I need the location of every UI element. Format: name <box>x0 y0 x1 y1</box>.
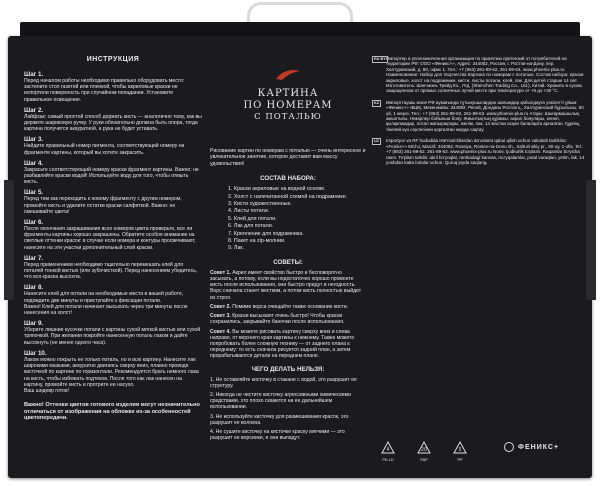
instruction-step <box>24 71 202 103</box>
step-text: Лаком можно покрыть не только поталь, но и всю картину. Нанесите лак широкими мазками, аккуратно двигаясь сверху вниз, плавно проводя кисточкой по картине по горизонтали. Рекомендуется брать немного лака на кисть, чтобы избежать подтеков. После того как лак нанесен на картину, промойте кисть и протрите ее насухо. <box>24 356 199 388</box>
tip-text: Краски высыхают очень быстро! Чтобы краски сохранились, закрывайте баночки после использования. <box>210 313 345 326</box>
instruction-step <box>24 219 202 251</box>
kit-list <box>210 186 366 253</box>
step-heading: Шаг 3. <box>24 136 44 144</box>
regulatory-block <box>372 138 586 165</box>
side-fold-left <box>4 180 14 300</box>
step-heading: Шаг 10. <box>24 349 47 357</box>
kit-item: 2. Холст с напечатанной схемой на подрамнике. <box>228 193 348 200</box>
step-heading: Шаг 7. <box>24 254 44 262</box>
product-intro: Рисование картин по номерам с поталью — очень интересное и увлекательное занятие, которое доставит вам массу удовольствия! <box>210 148 366 167</box>
tip-item <box>210 270 366 301</box>
kit-item: 8. Пакет на zip-молнии. <box>228 238 286 245</box>
instruction-step <box>24 255 202 281</box>
brush-stroke-icon <box>273 68 303 82</box>
product-title-line3: С ПОТАЛЬЮ <box>254 112 322 122</box>
tip-text: Вы можете рисовать картину сверху вниз и слева направо, от верхнего края картины к нижнему. Также можете попробовать более сложную технику — от заднего плана к переднему: то есть сначала рисуется задний план, а затем прорабатываются детали на переднем плане. <box>210 328 355 360</box>
svg-text:5: 5 <box>458 447 462 453</box>
step-text: Найдите правильный номер пигмента, соответствующий номеру на фрагменте картины, который вы хотите закрасить. <box>24 143 185 156</box>
tip-item <box>210 329 366 360</box>
dont-item: 1. Не оставляйте кисточку в стакане с водой, это разрушит ее структуру. <box>210 376 357 389</box>
regulatory-text: Импортер и уполномоченная организация по принятию претензий от потребителей на территории РФ: ООО «Феникс+», Адрес: 344082, Россия, г. Ростов-на-Дону, пер. Халтуринский, д. 80, офис 1. Тел.: +7 (863) 261-89-62, 261-89-63. www.phoenix-plus.ru Наименование: Набор для творчества Картина по номерам с поталью. Состав набора: краски акриловые, холст на подрамнике, кисти, листы потали, клей, лак. Для детей старше 14 лет. Изготовитель: Шэнчжэнь Трейд Ко., Лтд. (Shenzhen Trading Co., Ltd.), Китай. Хранить в сухом, защищенном от прямых солнечных лучей месте при температуре от +5 до +30 °С. <box>386 56 584 94</box>
regulatory-text: Импорттаушы және РФ аумағында тұтынушылардан шағымдар қабылдауға уәкілетті ұйым: «Феникс+» ЖШҚ, Мекенжайы: 344082, Ресей, Дондағы Ростов қ., Халтуринский бұрылысы, 80 үй, 1 кеңсе. Тел.: +7 (863) 261-89-62, 261-89-63. www.phoenix-plus.ru Атауы: Шығармашылық жиынтығы. Нөмірлер бойынша бояу. Жиынтықтың құрамы: акрил бояулары, кенеп, қылқаламдар, потал жапырақтары, желім, лак. 14 жастан асқан балаларға арналған. Құрғақ, тікелей күн сәулесінен қорғалған жерде сақтау. <box>386 99 584 132</box>
brand-logo-icon <box>504 442 514 452</box>
kit-item: 9. Лак. <box>228 245 245 252</box>
instruction-step <box>24 284 202 316</box>
color-note: Важно! Оттенки цветов готового изделия могут незначительно отличаться от изображения на обложке из-за особенностей цветопередачи. <box>24 402 200 422</box>
dont-item: 3. Не используйте кисточку для размешивания красок, это разрушит ее волокна. <box>210 413 349 426</box>
product-panel <box>210 56 366 464</box>
instruction-step <box>24 160 202 186</box>
dont-item: 2. Никогда не чистите кисточку агрессивными химическими средствами, это плохо скажется на ее дальнейшем использовании. <box>210 391 351 411</box>
regulatory-block <box>372 56 586 94</box>
instruction-step <box>24 189 202 215</box>
language-tag: UZ <box>374 139 380 144</box>
step-text: После окончания закрашивания всех номеров цвета проверьте, все ли фрагменты картины хорошо закрашены. Обратите особое внимание на светлые оттенки красок: в случае если номера и контуры просвечивают, нанесите на эти участки дополнительный слой краски. <box>24 226 196 251</box>
language-tag: RU BY <box>374 57 386 61</box>
tip-item <box>210 313 366 325</box>
tips-title: СОВЕТЫ: <box>273 258 303 266</box>
tip-text: Акрил имеет свойство быстро и бесповоротно засыхать, а потому, если вы недостаточно хорошо промоете кисть после использования, они быстро придут в негодность. Ворс сначала станет жестким, а потом кисть полностью выйдет из строя. <box>210 269 362 301</box>
tip-heading: Совет 4. <box>210 328 231 335</box>
step-text: Ваш шедевр готов! <box>24 387 69 394</box>
regulatory-text: Importyor va RF hududida iste'molchilardan da'volarni qabul qilish uchun vakolatli tashkilot: «Feniks+» MChJ, Manzil: 344082, Rossiya, Rostov-na-Donu sh., Xalturinskiy pr., 80-uy, 1-ofis. Tel.: +7 (863) 261-89-62, 261-89-63. www.phoenix-plus.ru Nomi: Ijodkorlik to'plami. Raqamlar bo'yicha rasm. To'plam tarkibi: akril bo'yoqlar, ramkadagi kanvas, mo'yqalamlar, potal varaqlari, yelim, lak. 14 yoshdan katta bolalar uchun. Quruq joyda saqlang. <box>386 138 585 165</box>
brand-name: ФЕНИКС+ <box>518 444 560 451</box>
recycle-label: PAP <box>420 458 428 462</box>
step-heading: Шаг 4. <box>24 159 44 167</box>
kit-item: 1. Краски акриловые на водной основе. <box>228 186 326 193</box>
tip-item <box>210 304 366 310</box>
footer-row <box>372 436 586 470</box>
step-text: Перед применением необходимо тщательно перемешать клей для поталей тонкой кистью (или зубочисткой). Перед нанесением убедитесь, что вся краска высохла. <box>24 261 198 281</box>
step-heading: Шаг 5. <box>24 189 44 197</box>
kit-title: СОСТАВ НАБОРА: <box>260 175 316 183</box>
instruction-step <box>24 107 202 133</box>
step-heading: Шаг 1. <box>24 71 44 78</box>
step-text: Уберите лишние кусочки потали с картины сухой мягкой кистью или сухой тряпочкой. При желании покройте нанесенную поталь лаком и дайте высохнуть (не менее одного часа). <box>24 327 201 346</box>
step-text: Закрасьте соответствующий номеру краски фрагмент картины. Важно: не разбавляйте краски водой! Используйте воду для того, чтобы отмыть кисть. <box>24 166 199 186</box>
kit-item: 6. Лак для потали. <box>228 223 274 230</box>
step-text: Перед тем как переходить к новому фрагменту с другим номером, промойте кисть и удалите остатки краски салфеткой. Важно: не смешивайте цвета! <box>24 196 182 215</box>
product-title-line2: ПО НОМЕРАМ <box>243 100 333 111</box>
instruction-step <box>24 320 202 346</box>
kit-item: 5. Клей для потали. <box>228 215 277 222</box>
recycle-pp-icon <box>452 440 468 456</box>
svg-text:4: 4 <box>386 447 390 453</box>
recycle-label: PE-LD <box>382 458 394 462</box>
step-text: Перед началом работы необходимо правильно оборудовать место: застелите стол газетой или пленкой, чтобы акриловые краски не испортили поверхность при случайном попадании. Установите правильное освещение. <box>24 78 185 103</box>
regulatory-block <box>372 100 586 132</box>
recycle-pap-icon <box>416 440 432 456</box>
product-title-line1: КАРТИНА <box>257 88 319 99</box>
instructions-steps <box>24 71 202 394</box>
tip-text: Помимо ворса очищайте также основание кисти. <box>230 303 349 310</box>
regulatory-panel <box>372 56 586 464</box>
step-heading: Шаг 2. <box>24 106 44 114</box>
tip-heading: Совет 1. <box>210 269 231 276</box>
recycle-pe-ld-icon <box>380 440 396 456</box>
donts-list <box>210 377 366 442</box>
step-heading: Шаг 9. <box>24 320 44 328</box>
tips-list <box>210 270 366 360</box>
step-heading: Шаг 8. <box>24 284 44 292</box>
kit-item: 7. Крепление для подрамника. <box>228 230 304 237</box>
dont-item: 4. Не сушите кисточку на кисточке краску мягчими — это разрушит ее ворсинки, и они выпадут. <box>210 428 345 442</box>
language-tag: KZ <box>374 100 380 105</box>
kit-item: 3. Кисти художественные. <box>228 201 292 208</box>
step-text: Нанесите клей для потали на необходимые места в вашей работе, подождите две минуты и приступайте к фиксации потали. <box>24 291 184 304</box>
kit-item: 4. Листы потали. <box>228 208 270 215</box>
step-text: Лайфхак: самый простой способ держать кисть — аналогично тому, как вы держите шариковую ручку. У руки обязательно должна быть опора, тогда картина получится аккуратной, а рука не будет уставать. <box>24 113 202 133</box>
instruction-step <box>24 350 202 394</box>
instruction-step <box>24 136 202 155</box>
tip-heading: Совет 3. <box>210 313 231 320</box>
svg-text:20: 20 <box>420 447 428 453</box>
instructions-title: ИНСТРУКЦИЯ <box>86 56 140 63</box>
step-heading: Шаг 6. <box>24 219 44 227</box>
donts-title: ЧЕГО ДЕЛАТЬ НЕЛЬЗЯ: <box>251 365 325 373</box>
step-text: Важно! Клей для потали начинает высыхать через три минуты после нанесения на холст! <box>24 303 188 317</box>
side-fold-right <box>586 180 596 300</box>
instructions-panel <box>24 56 202 464</box>
product-title <box>210 68 366 122</box>
recycle-label: PP <box>457 458 463 462</box>
tip-heading: Совет 2. <box>210 303 231 310</box>
